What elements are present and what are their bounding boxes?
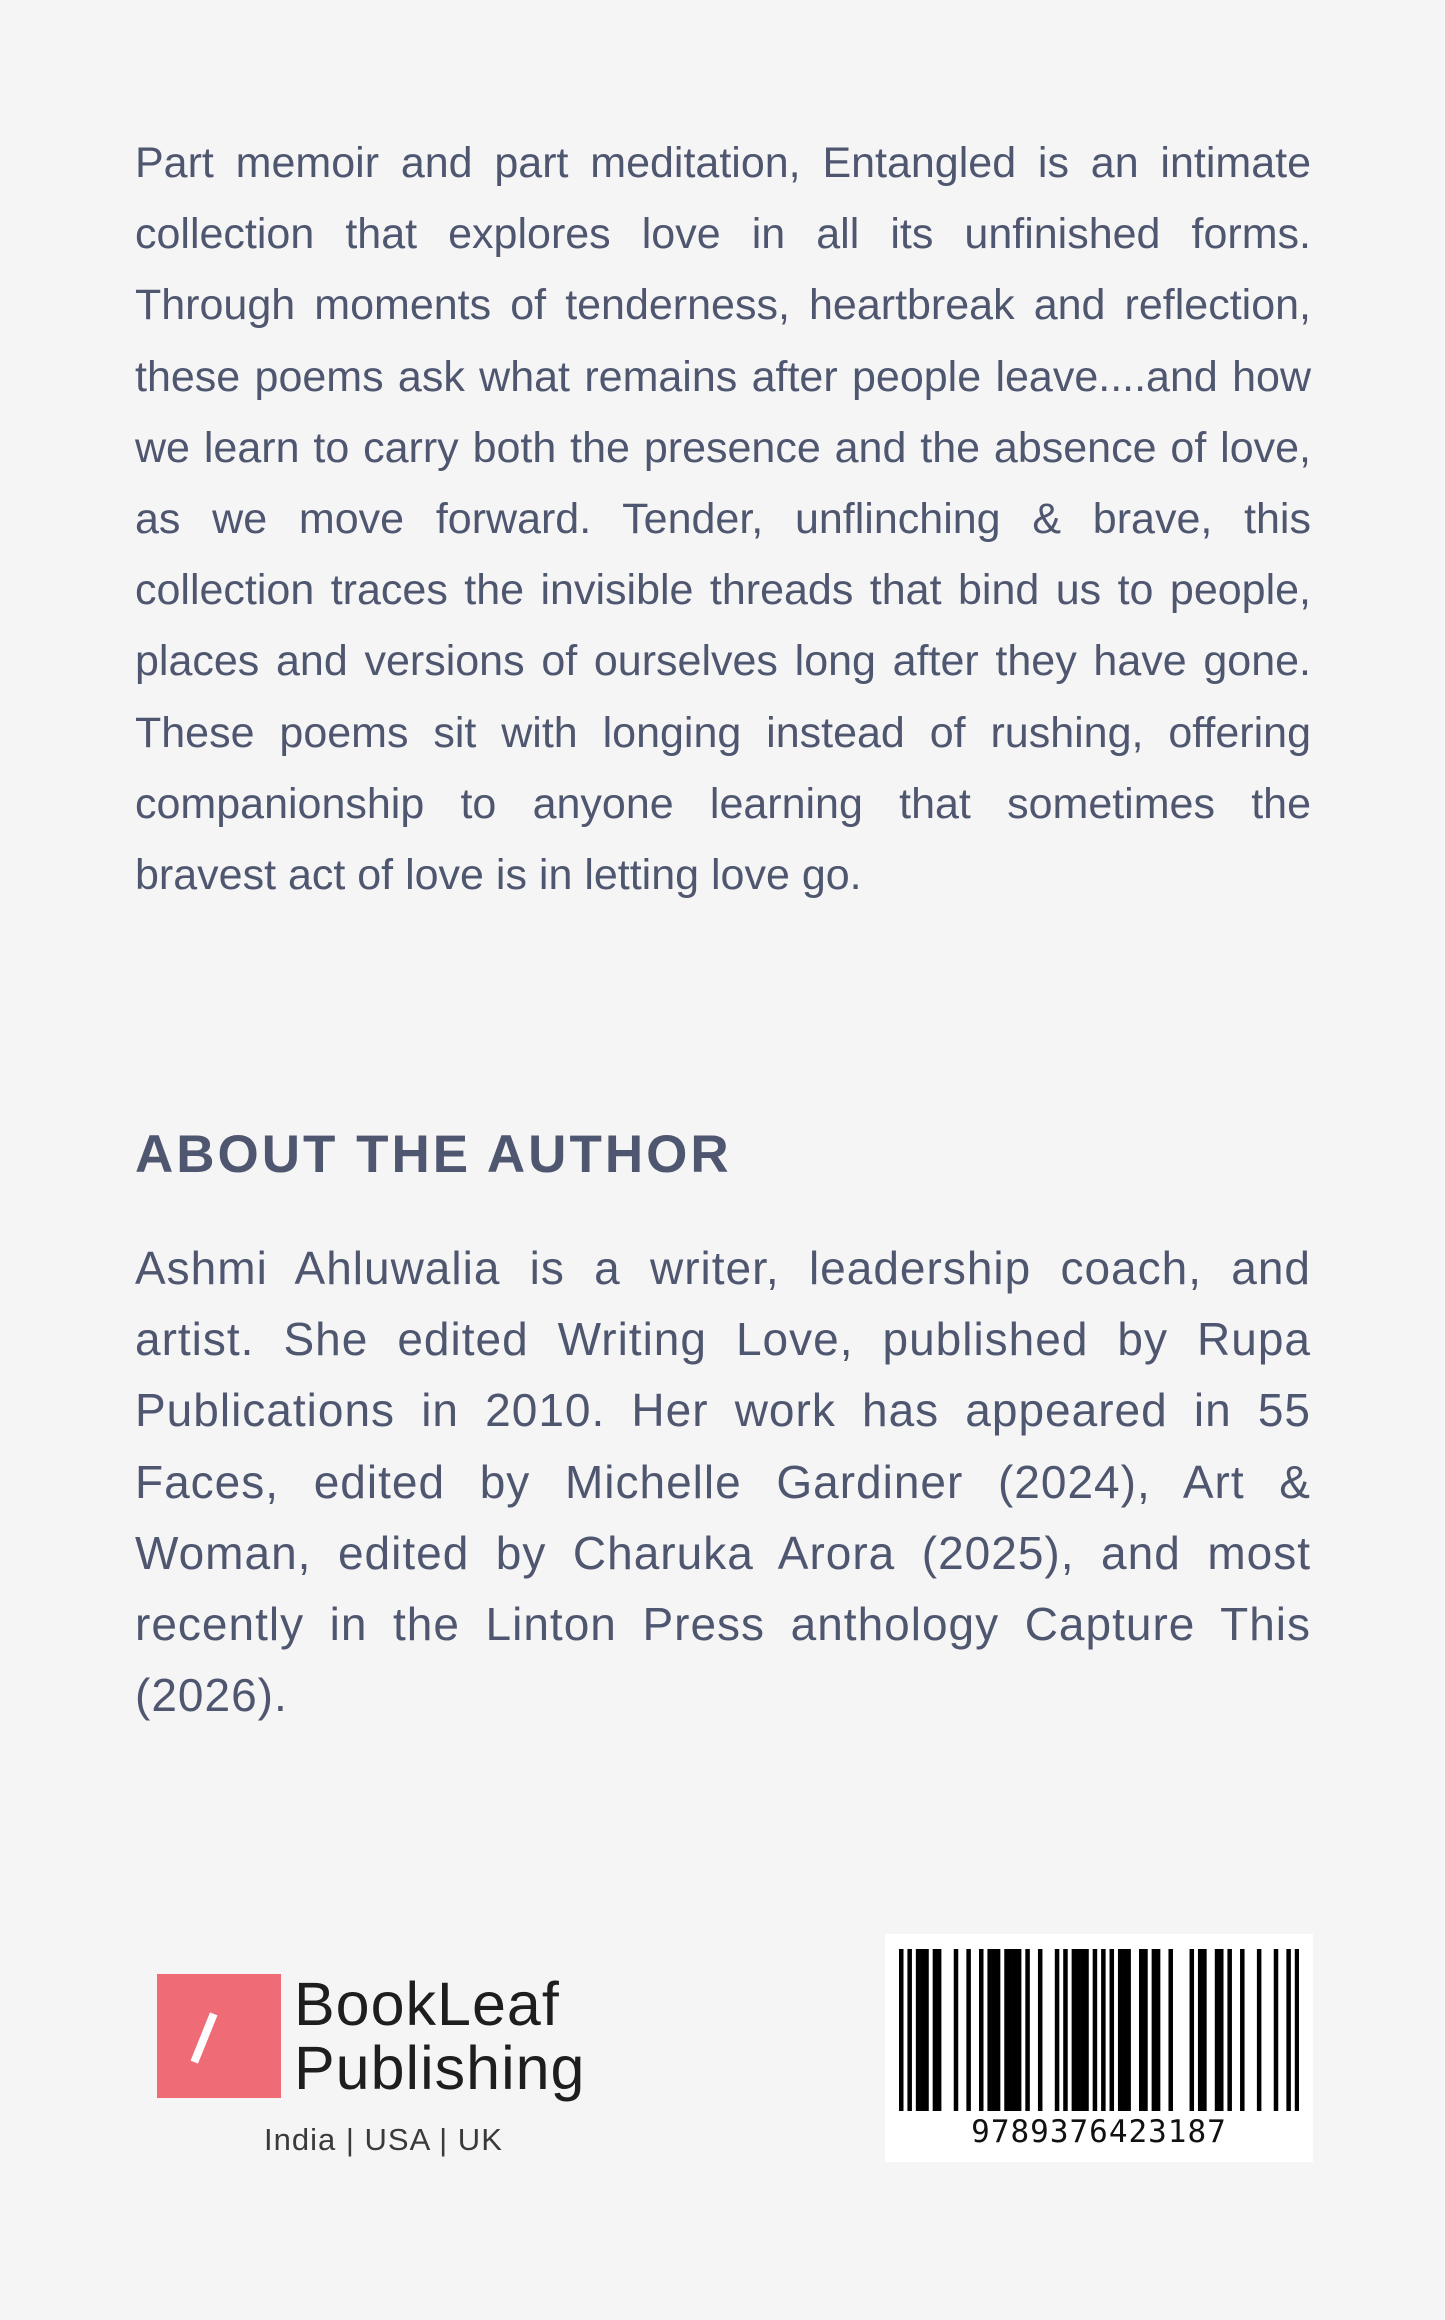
barcode-bar bbox=[1110, 1949, 1115, 2111]
barcode-bar bbox=[1274, 1949, 1279, 2111]
barcode-bar bbox=[1168, 1949, 1173, 2111]
barcode-bar bbox=[1202, 1949, 1207, 2111]
barcode-bar bbox=[979, 1949, 984, 2111]
barcode-bar bbox=[1139, 1949, 1144, 2111]
barcode-bar bbox=[1126, 1949, 1131, 2111]
barcode-bar bbox=[1227, 1949, 1232, 2111]
barcode-bar bbox=[1084, 1949, 1089, 2111]
barcode-bar bbox=[924, 1949, 929, 2111]
publisher-logo bbox=[157, 1972, 627, 2162]
publisher-name-line1: BookLeaf bbox=[294, 1970, 560, 2038]
author-bio: Ashmi Ahluwalia is a writer, leadership coach, and artist. She edited Writing Love, published by Rupa Publications in 2010. Her work has appeared in 55 Faces, edited by Michelle Gardiner (2024), Art & Woman, edited by Charuka Arora (2025), and most recently in the Linton Press anthology Capture This (2026). bbox=[135, 1242, 1311, 1722]
barcode-bar bbox=[1101, 1949, 1106, 2111]
barcode-bar bbox=[907, 1949, 912, 2111]
barcode-bar bbox=[1257, 1949, 1262, 2111]
slash-icon bbox=[191, 2012, 218, 2063]
barcode-bar bbox=[1013, 1949, 1018, 2111]
barcode-bar bbox=[1190, 1949, 1195, 2111]
about-author-heading: ABOUT THE AUTHOR bbox=[135, 1125, 732, 1184]
barcode-bar bbox=[1295, 1949, 1299, 2111]
barcode-bar bbox=[1017, 1949, 1022, 2111]
barcode-bar bbox=[1152, 1949, 1157, 2111]
barcode-bar bbox=[1240, 1949, 1245, 2111]
barcode-bar bbox=[1076, 1949, 1081, 2111]
barcode-bar bbox=[920, 1949, 925, 2111]
barcode-bar bbox=[1038, 1949, 1043, 2111]
barcode-bar bbox=[1122, 1949, 1127, 2111]
publisher-name-line2: Publishing bbox=[294, 2034, 586, 2102]
barcode-bar bbox=[1004, 1949, 1009, 2111]
barcode-bar bbox=[933, 1949, 938, 2111]
barcode-bar bbox=[1219, 1949, 1224, 2111]
barcode-bar bbox=[996, 1949, 1001, 2111]
barcode bbox=[885, 1934, 1313, 2162]
barcode-bar bbox=[1063, 1949, 1068, 2111]
barcode-bar bbox=[954, 1949, 959, 2111]
barcode-bar bbox=[1118, 1949, 1123, 2111]
barcode-bar bbox=[916, 1949, 921, 2111]
barcode-bar bbox=[1215, 1949, 1220, 2111]
isbn-number: 9789376423187 bbox=[971, 2114, 1227, 2150]
barcode-bar bbox=[987, 1949, 992, 2111]
barcode-bar bbox=[1286, 1949, 1291, 2111]
publisher-regions: India | USA | UK bbox=[264, 2122, 503, 2157]
barcode-bar bbox=[992, 1949, 997, 2111]
barcode-bar bbox=[1008, 1949, 1013, 2111]
barcode-bar bbox=[1198, 1949, 1203, 2111]
barcode-bar bbox=[1156, 1949, 1161, 2111]
book-blurb: Part memoir and part meditation, Entangled is an intimate collection that explores love in all its unfinished forms. Through moments of tenderness, heartbreak and reflection, these poems ask what remains after people leave....and how we learn to carry both the presence and the absence of love, as we move forward. Tender, unflinching & brave, this collection traces the invisible threads that bind us to people, places and versions of ourselves long after they have gone. These poems sit with longing instead of rushing, offering companionship to anyone learning that sometimes the bravest act of love is in letting love go. bbox=[135, 139, 1311, 900]
barcode-bar bbox=[899, 1949, 904, 2111]
barcode-bar bbox=[966, 1949, 971, 2111]
barcode-bar bbox=[937, 1949, 942, 2111]
barcode-bar bbox=[1025, 1949, 1030, 2111]
barcode-bar bbox=[1143, 1949, 1148, 2111]
barcode-bar bbox=[1093, 1949, 1098, 2111]
barcode-bar bbox=[1080, 1949, 1085, 2111]
logo-square bbox=[157, 1974, 281, 2098]
barcode-bar bbox=[1055, 1949, 1060, 2111]
barcode-bar bbox=[1072, 1949, 1077, 2111]
barcode-bars bbox=[899, 1949, 1299, 2111]
